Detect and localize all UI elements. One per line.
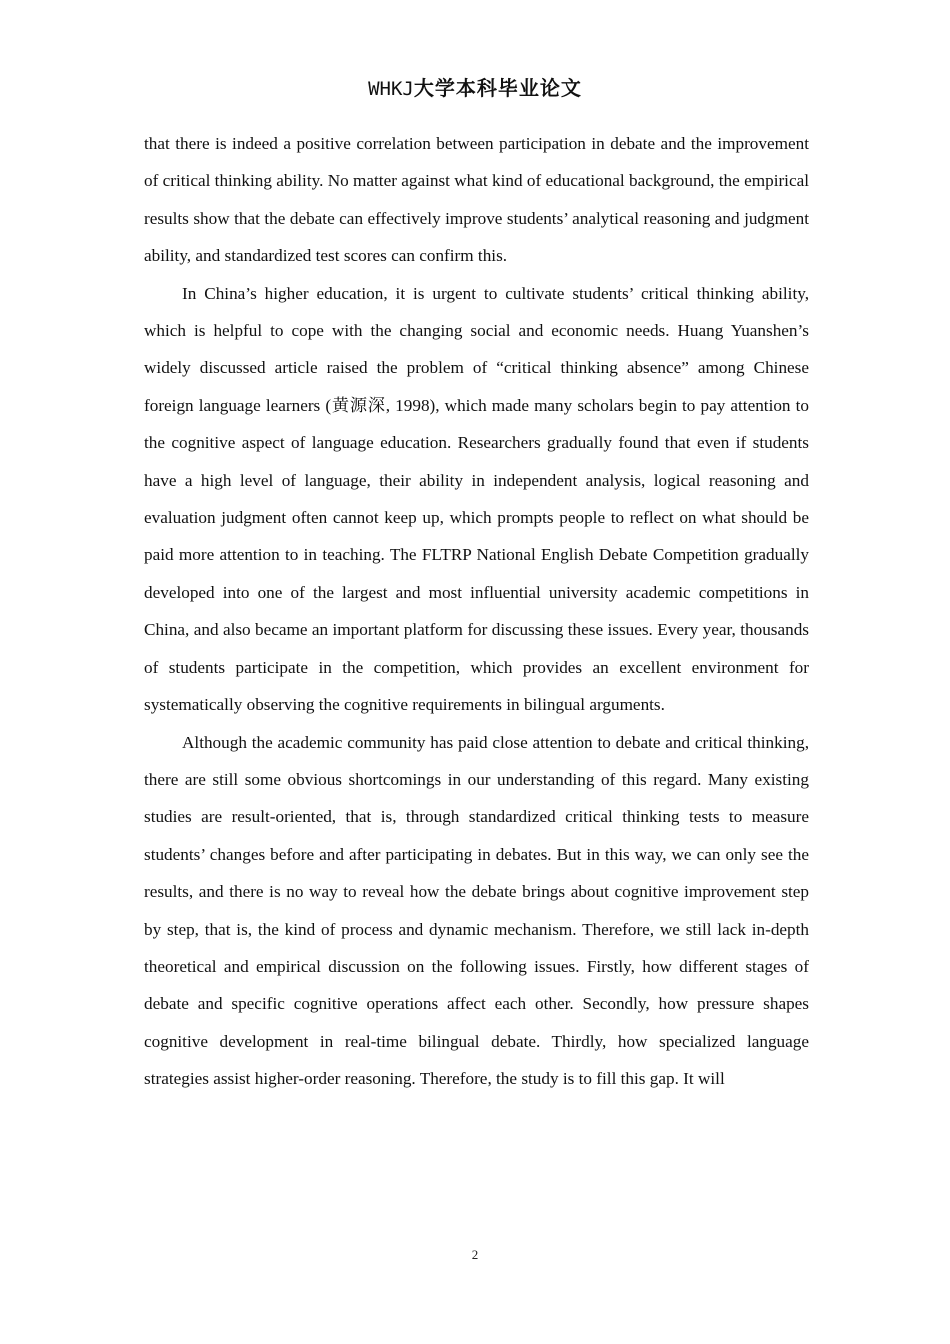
header-title-cjk: 大学本科毕业论文 (413, 78, 582, 100)
body-text (144, 125, 809, 1098)
header-title-latin: WHKJ (368, 78, 414, 100)
paragraph: In China’s higher education, it is urgent to cultivate students’ critical thinking ability, which is helpful to cope with the changing social and economic needs. Huang Yuanshen’s widely discussed article raised the problem of “critical thinking absence” among Chinese foreign language learners (黄源深, 1998), which made many scholars begin to pay attention to the cognitive aspect of language education. Researchers gradually found that even if students have a high level of language, their ability in independent analysis, logical reasoning and evaluation judgment often cannot keep up, which prompts people to reflect on what should be paid more attention to in teaching. The FLTRP National English Debate Competition gradually developed into one of the largest and most influential university academic competitions in China, and also became an important platform for discussing these issues. Every year, thousands of students participate in the competition, which provides an excellent environment for systematically observing the cognitive requirements in bilingual arguments. (144, 283, 809, 715)
paragraph-continued: that there is indeed a positive correlation between participation in debate and the improvement of critical thinking ability. No matter against what kind of educational background, the empirical results show that the debate can effectively improve students’ analytical reasoning and judgment ability, and standardized test scores can confirm this. (144, 134, 809, 266)
page-header (0, 72, 950, 101)
page-number: 2 (471, 1247, 479, 1262)
paragraph: Although the academic community has paid close attention to debate and critical thinking, there are still some obvious shortcomings in our understanding of this regard. Many existing studies are result-oriented, that is, through standardized critical thinking tests to measure students’ changes before and after participating in debates. But in this way, we can only see the results, and there is no way to reveal how the debate brings about cognitive improvement step by step, that is, the kind of process and dynamic mechanism. Therefore, we still lack in-depth theoretical and empirical discussion on the following issues. Firstly, how different stages of debate and specific cognitive operations affect each other. Secondly, how pressure shapes cognitive development in real-time bilingual debate. Thirdly, how specialized language strategies assist higher-order reasoning. Therefore, the study is to fill this gap. It will (144, 732, 809, 1089)
